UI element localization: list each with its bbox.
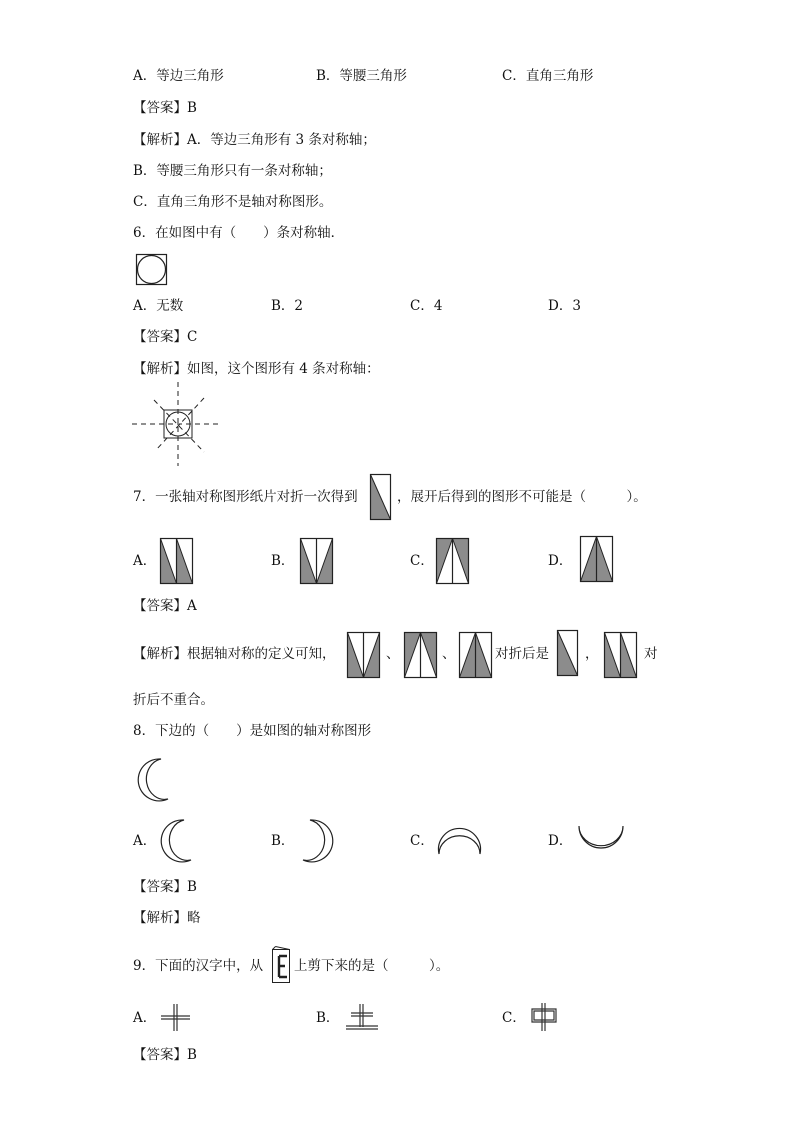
square-circle-figure [136,254,168,286]
q8-option-d-label: D． [548,833,573,849]
q7-analysis-line2: 折后不重合。 [133,692,214,708]
q8-option-b-label: B． [271,833,295,849]
q7-analysis-comma: ， [585,646,599,662]
q7-analysis-figure-a [604,632,638,678]
q5-option-a: A．等边三角形 [133,68,224,84]
q8-answer: 【答案】B [133,879,197,895]
q9-stem-end: 上剪下来的是（ ）。 [294,958,450,974]
q7-option-c-figure [436,538,470,584]
q8-stem: 8．下边的（ ）是如图的轴对称图形 [133,723,372,739]
q9-answer: 【答案】B [133,1047,197,1063]
folded-paper-character-icon [272,946,292,984]
q8-option-c-label: C． [410,833,434,849]
q7-analysis-end: 对 [644,646,658,662]
q7-option-b-label: B． [271,553,295,569]
q8-option-c-crescent [436,822,484,860]
q9-stem-start: 9．下面的汉字中，从 [133,958,264,974]
q6-option-a: A．无数 [133,298,184,314]
q7-analysis-separator-2: 、 [442,646,456,662]
q5-answer: 【答案】B [133,100,197,116]
q6-option-c: C．4 [410,298,443,314]
q8-analysis: 【解析】略 [133,910,201,926]
q7-option-d-label: D． [548,553,573,569]
q8-option-a-crescent [156,818,196,864]
crescent-moon-figure [134,756,174,804]
q8-option-d-crescent [576,820,626,860]
q9-option-c-character [530,1002,558,1032]
q7-analysis-middle: 对折后是 [495,646,549,662]
q7-analysis-start: 【解析】根据轴对称的定义可知， [133,646,336,662]
q7-option-a-figure [160,538,194,584]
q5-analysis-line1: 【解析】A．等边三角形有 3 条对称轴； [133,132,376,148]
q7-analysis-figure-c [404,632,438,678]
q6-stem: 6．在如图中有（ ）条对称轴． [133,225,345,241]
q9-option-a-label: A． [133,1010,157,1026]
q6-option-d: D．3 [548,298,581,314]
q7-option-a-label: A． [133,553,157,569]
q7-option-c-label: C． [410,553,434,569]
q6-analysis: 【解析】如图，这个图形有 4 条对称轴： [133,361,380,377]
q5-option-b: B．等腰三角形 [316,68,407,84]
q7-analysis-separator-1: 、 [386,646,400,662]
q8-option-a-label: A． [133,833,157,849]
q7-analysis-figure-b [347,632,381,678]
folded-paper-icon [370,474,391,520]
q7-stem-end: ，展开后得到的图形不可能是（ ）。 [397,489,647,505]
q7-option-b-figure [300,538,334,584]
q5-analysis-line3: C．直角三角形不是轴对称图形。 [133,194,333,210]
q5-option-c: C．直角三角形 [502,68,594,84]
q9-option-c-label: C． [502,1010,526,1026]
q9-option-b-character [345,1003,379,1031]
q7-analysis-figure-d [459,632,493,678]
q7-option-d-figure [580,536,614,582]
q7-answer: 【答案】A [133,598,197,614]
symmetry-axes-figure [132,382,218,466]
q6-option-b: B．2 [271,298,304,314]
q8-option-b-crescent [298,818,338,864]
q7-analysis-folded-icon [557,630,578,676]
q9-option-b-label: B． [316,1010,340,1026]
q7-stem-start: 7．一张轴对称图形纸片对折一次得到 [133,489,358,505]
q6-answer: 【答案】C [133,329,198,345]
q9-option-a-character [160,1003,192,1031]
q5-analysis-line2: B．等腰三角形只有一条对称轴； [133,163,332,179]
